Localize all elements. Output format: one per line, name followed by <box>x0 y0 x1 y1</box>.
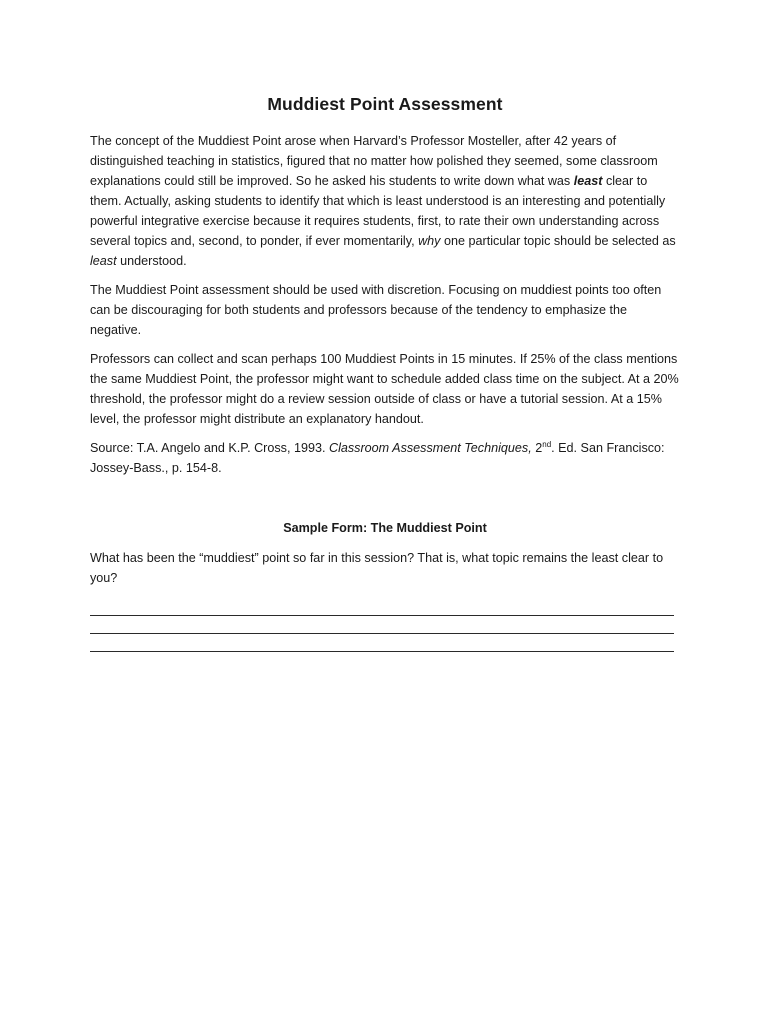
source-book-title: Classroom Assessment Techniques, <box>328 441 532 455</box>
source-citation <box>90 438 680 478</box>
emphasis-least-2: least <box>90 254 117 268</box>
intro-text-3: one particular topic should be selected as <box>440 234 676 248</box>
intro-text-1: The concept of the Muddiest Point arose when Harvard’s Professor Mosteller, after 42 years of distinguished teaching in statistics, figured that no matter how polished they seemed, some classroom explanations could still be improved. So he asked his students to write down what was <box>90 134 658 188</box>
document-body <box>90 94 680 652</box>
source-prefix: Source: T.A. Angelo and K.P. Cross, 1993. <box>90 441 329 455</box>
answer-line <box>90 642 674 652</box>
page-title: Muddiest Point Assessment <box>267 94 503 114</box>
intro-paragraph <box>90 131 680 271</box>
intro-text-2: clear to them. Actually, asking students to identify that which is least understood is an interesting and potentially powerful integrative exercise because it requires students, first, to rate their own understanding across several topics and, second, to ponder, if ever momentarily, <box>90 174 666 248</box>
emphasis-least-1: least <box>573 174 603 188</box>
source-edition-superscript: nd <box>542 439 552 449</box>
answer-line <box>90 606 674 616</box>
answer-line <box>90 624 674 634</box>
intro-text-4: understood. <box>116 254 187 268</box>
answer-lines <box>90 606 680 652</box>
source-edition-number: 2 <box>531 441 543 455</box>
discretion-paragraph: The Muddiest Point assessment should be used with discretion. Focusing on muddiest points too often can be discouraging for both students and professors because of the tendency to emphasize the negative. <box>90 283 662 337</box>
source-suffix: . Ed. San Francisco: Jossey-Bass., p. 154-8. <box>90 441 665 475</box>
emphasis-why: why <box>418 234 441 248</box>
sample-form-question: What has been the “muddiest” point so far in this session? That is, what topic remains the least clear to you? <box>90 551 664 585</box>
threshold-paragraph: Professors can collect and scan perhaps 100 Muddiest Points in 15 minutes. If 25% of the class mentions the same Muddiest Point, the professor might want to schedule added class time on the subject. At a 20% threshold, the professor might do a review session outside of class or have a tutorial session. At a 15% level, the professor might distribute an explanatory handout. <box>90 352 679 426</box>
sample-form-title: Sample Form: The Muddiest Point <box>283 521 487 535</box>
